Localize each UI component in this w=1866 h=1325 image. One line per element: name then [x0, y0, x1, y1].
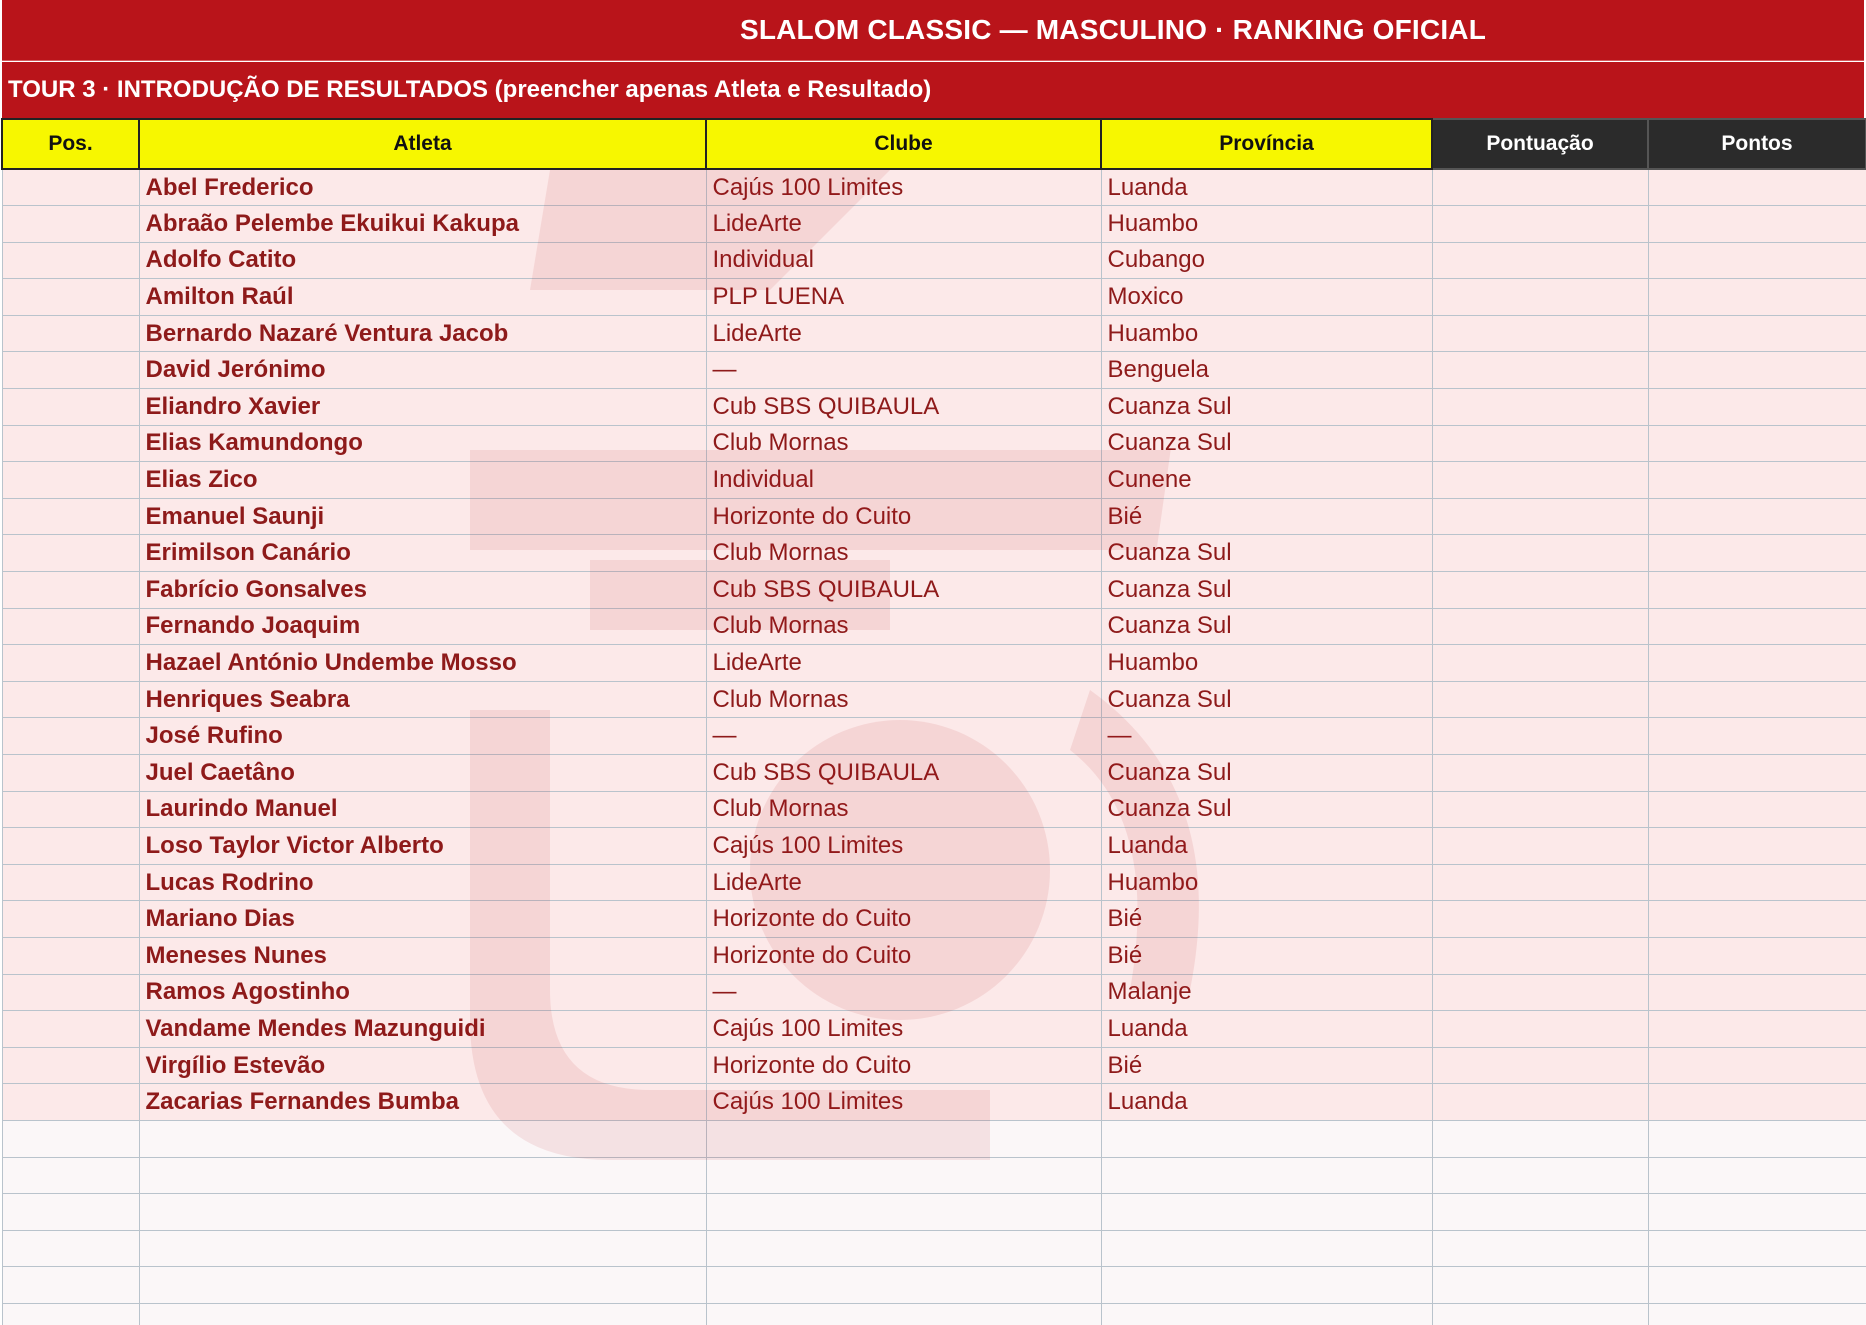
cell-pos[interactable]	[2, 937, 139, 974]
cell-club[interactable]: Horizonte do Cuito	[706, 901, 1101, 938]
cell-province[interactable]: Cuanza Sul	[1101, 425, 1432, 462]
empty-table-row[interactable]	[2, 1303, 1866, 1325]
cell-province[interactable]: Huambo	[1101, 645, 1432, 682]
cell-athlete[interactable]: Hazael António Undembe Mosso	[139, 645, 706, 682]
cell-club[interactable]: Cajús 100 Limites	[706, 169, 1101, 206]
cell-province[interactable]: Cubango	[1101, 242, 1432, 279]
cell-province[interactable]: Cuanza Sul	[1101, 535, 1432, 572]
cell-points[interactable]	[1648, 315, 1866, 352]
cell-athlete[interactable]: Erimilson Canário	[139, 535, 706, 572]
cell-score[interactable]	[1432, 1011, 1648, 1048]
cell-points[interactable]	[1648, 608, 1866, 645]
cell-club[interactable]: Cub SBS QUIBAULA	[706, 755, 1101, 792]
cell-pos[interactable]	[2, 352, 139, 389]
cell-points[interactable]	[1648, 755, 1866, 792]
cell-athlete[interactable]: Lucas Rodrino	[139, 864, 706, 901]
cell-points[interactable]	[1648, 425, 1866, 462]
table-row[interactable]	[2, 425, 1866, 462]
table-row[interactable]	[2, 645, 1866, 682]
empty-cell-club[interactable]	[706, 1120, 1101, 1157]
cell-club[interactable]: Club Mornas	[706, 425, 1101, 462]
table-row[interactable]	[2, 1084, 1866, 1121]
column-header-club[interactable]: Clube	[706, 119, 1101, 169]
cell-score[interactable]	[1432, 645, 1648, 682]
table-row[interactable]	[2, 974, 1866, 1011]
ranking-body	[2, 169, 1866, 1325]
cell-pos[interactable]	[2, 645, 139, 682]
cell-points[interactable]	[1648, 572, 1866, 609]
cell-club[interactable]: LideArte	[706, 206, 1101, 243]
cell-province[interactable]: Huambo	[1101, 206, 1432, 243]
sheet-title-text: SLALOM CLASSIC — MASCULINO · RANKING OFICIAL	[739, 14, 1487, 45]
cell-score[interactable]	[1432, 755, 1648, 792]
table-row[interactable]	[2, 389, 1866, 426]
cell-score[interactable]	[1432, 974, 1648, 1011]
cell-province[interactable]: Bié	[1101, 498, 1432, 535]
cell-pos[interactable]	[2, 974, 139, 1011]
cell-pos[interactable]	[2, 1011, 139, 1048]
table-row[interactable]	[2, 242, 1866, 279]
cell-province[interactable]: Huambo	[1101, 315, 1432, 352]
empty-cell-points[interactable]	[1648, 1120, 1866, 1157]
cell-score[interactable]	[1432, 389, 1648, 426]
cell-points[interactable]	[1648, 718, 1866, 755]
cell-points[interactable]	[1648, 498, 1866, 535]
cell-score[interactable]	[1432, 206, 1648, 243]
cell-club[interactable]: Cub SBS QUIBAULA	[706, 572, 1101, 609]
cell-athlete[interactable]: José Rufino	[139, 718, 706, 755]
table-row[interactable]	[2, 535, 1866, 572]
empty-cell-points[interactable]	[1648, 1157, 1866, 1194]
cell-province[interactable]: Cuanza Sul	[1101, 389, 1432, 426]
cell-province[interactable]: Luanda	[1101, 169, 1432, 206]
cell-athlete[interactable]: Elias Zico	[139, 462, 706, 499]
cell-score[interactable]	[1432, 352, 1648, 389]
cell-points[interactable]	[1648, 535, 1866, 572]
cell-club[interactable]: Cajús 100 Limites	[706, 828, 1101, 865]
cell-athlete[interactable]: Amilton Raúl	[139, 279, 706, 316]
cell-pos[interactable]	[2, 315, 139, 352]
table-row[interactable]	[2, 791, 1866, 828]
cell-pos[interactable]	[2, 828, 139, 865]
column-header-row	[2, 119, 1866, 169]
cell-athlete[interactable]: Abraão Pelembe Ekuikui Kakupa	[139, 206, 706, 243]
cell-club[interactable]: LideArte	[706, 645, 1101, 682]
sheet-title	[2, 0, 1864, 61]
cell-athlete[interactable]: Vandame Mendes Mazunguidi	[139, 1011, 706, 1048]
table-row[interactable]	[2, 1011, 1866, 1048]
cell-province[interactable]: Luanda	[1101, 1011, 1432, 1048]
cell-club[interactable]: PLP LUENA	[706, 279, 1101, 316]
cell-score[interactable]	[1432, 498, 1648, 535]
cell-province[interactable]: Moxico	[1101, 279, 1432, 316]
cell-score[interactable]	[1432, 462, 1648, 499]
empty-cell-points[interactable]	[1648, 1303, 1866, 1325]
cell-score[interactable]	[1432, 315, 1648, 352]
cell-points[interactable]	[1648, 1084, 1866, 1121]
cell-score[interactable]	[1432, 572, 1648, 609]
cell-athlete[interactable]: Zacarias Fernandes Bumba	[139, 1084, 706, 1121]
column-header-pos[interactable]: Pos.	[2, 119, 139, 169]
cell-score[interactable]	[1432, 1047, 1648, 1084]
column-header-athlete[interactable]: Atleta	[139, 119, 706, 169]
empty-table-row[interactable]	[2, 1194, 1866, 1231]
empty-cell-points[interactable]	[1648, 1230, 1866, 1267]
cell-points[interactable]	[1648, 864, 1866, 901]
cell-score[interactable]	[1432, 535, 1648, 572]
cell-club[interactable]: Club Mornas	[706, 608, 1101, 645]
empty-table-row[interactable]	[2, 1267, 1866, 1304]
cell-score[interactable]	[1432, 681, 1648, 718]
table-row[interactable]	[2, 864, 1866, 901]
cell-score[interactable]	[1432, 169, 1648, 206]
cell-pos[interactable]	[2, 279, 139, 316]
empty-cell-score[interactable]	[1432, 1230, 1648, 1267]
cell-athlete[interactable]: Abel Frederico	[139, 169, 706, 206]
cell-province[interactable]: Bié	[1101, 937, 1432, 974]
cell-score[interactable]	[1432, 1084, 1648, 1121]
cell-pos[interactable]	[2, 864, 139, 901]
empty-cell-score[interactable]	[1432, 1194, 1648, 1231]
empty-cell-province[interactable]	[1101, 1230, 1432, 1267]
cell-pos[interactable]	[2, 681, 139, 718]
cell-score[interactable]	[1432, 901, 1648, 938]
cell-club[interactable]: Cajús 100 Limites	[706, 1011, 1101, 1048]
table-row[interactable]	[2, 718, 1866, 755]
cell-athlete[interactable]: Mariano Dias	[139, 901, 706, 938]
cell-points[interactable]	[1648, 937, 1866, 974]
cell-score[interactable]	[1432, 828, 1648, 865]
cell-score[interactable]	[1432, 791, 1648, 828]
cell-score[interactable]	[1432, 864, 1648, 901]
empty-cell-score[interactable]	[1432, 1303, 1648, 1325]
empty-cell-athlete[interactable]	[139, 1194, 706, 1231]
cell-pos[interactable]	[2, 791, 139, 828]
empty-cell-score[interactable]	[1432, 1267, 1648, 1304]
cell-pos[interactable]	[2, 1047, 139, 1084]
cell-athlete[interactable]: Loso Taylor Victor Alberto	[139, 828, 706, 865]
cell-pos[interactable]	[2, 242, 139, 279]
cell-club[interactable]: Club Mornas	[706, 535, 1101, 572]
cell-province[interactable]: Luanda	[1101, 828, 1432, 865]
table-row[interactable]	[2, 901, 1866, 938]
cell-athlete[interactable]: Laurindo Manuel	[139, 791, 706, 828]
cell-athlete[interactable]: David Jerónimo	[139, 352, 706, 389]
empty-cell-club[interactable]	[706, 1157, 1101, 1194]
cell-club[interactable]: LideArte	[706, 864, 1101, 901]
table-row[interactable]	[2, 828, 1866, 865]
cell-athlete[interactable]: Meneses Nunes	[139, 937, 706, 974]
cell-province[interactable]: Cuanza Sul	[1101, 791, 1432, 828]
cell-points[interactable]	[1648, 901, 1866, 938]
cell-athlete[interactable]: Bernardo Nazaré Ventura Jacob	[139, 315, 706, 352]
table-row[interactable]	[2, 279, 1866, 316]
table-row[interactable]	[2, 1047, 1866, 1084]
cell-points[interactable]	[1648, 462, 1866, 499]
sheet-subtitle	[2, 62, 1864, 118]
cell-club[interactable]: Club Mornas	[706, 791, 1101, 828]
cell-club[interactable]: —	[706, 974, 1101, 1011]
cell-points[interactable]	[1648, 206, 1866, 243]
cell-score[interactable]	[1432, 425, 1648, 462]
cell-province[interactable]: Cuanza Sul	[1101, 755, 1432, 792]
cell-club[interactable]: Horizonte do Cuito	[706, 937, 1101, 974]
cell-athlete[interactable]: Fabrício Gonsalves	[139, 572, 706, 609]
cell-pos[interactable]	[2, 608, 139, 645]
empty-cell-pos[interactable]	[2, 1267, 139, 1304]
cell-score[interactable]	[1432, 279, 1648, 316]
empty-cell-athlete[interactable]	[139, 1230, 706, 1267]
cell-athlete[interactable]: Fernando Joaquim	[139, 608, 706, 645]
column-header-score[interactable]: Pontuação	[1432, 119, 1648, 169]
cell-province[interactable]: —	[1101, 718, 1432, 755]
cell-points[interactable]	[1648, 242, 1866, 279]
cell-points[interactable]	[1648, 1011, 1866, 1048]
empty-table-row[interactable]	[2, 1230, 1866, 1267]
ranking-grid	[0, 118, 1866, 1325]
cell-province[interactable]: Bié	[1101, 901, 1432, 938]
cell-province[interactable]: Huambo	[1101, 864, 1432, 901]
cell-club[interactable]: Cub SBS QUIBAULA	[706, 389, 1101, 426]
empty-cell-province[interactable]	[1101, 1194, 1432, 1231]
empty-cell-club[interactable]	[706, 1267, 1101, 1304]
empty-cell-club[interactable]	[706, 1230, 1101, 1267]
column-header-points[interactable]: Pontos	[1648, 119, 1866, 169]
empty-table-row[interactable]	[2, 1120, 1866, 1157]
empty-cell-club[interactable]	[706, 1194, 1101, 1231]
cell-pos[interactable]	[2, 535, 139, 572]
empty-cell-pos[interactable]	[2, 1120, 139, 1157]
cell-athlete[interactable]: Virgílio Estevão	[139, 1047, 706, 1084]
cell-pos[interactable]	[2, 462, 139, 499]
empty-cell-province[interactable]	[1101, 1120, 1432, 1157]
cell-points[interactable]	[1648, 681, 1866, 718]
empty-cell-athlete[interactable]	[139, 1267, 706, 1304]
empty-cell-club[interactable]	[706, 1303, 1101, 1325]
cell-pos[interactable]	[2, 718, 139, 755]
empty-cell-pos[interactable]	[2, 1157, 139, 1194]
cell-score[interactable]	[1432, 608, 1648, 645]
cell-points[interactable]	[1648, 974, 1866, 1011]
empty-cell-score[interactable]	[1432, 1120, 1648, 1157]
cell-athlete[interactable]: Ramos Agostinho	[139, 974, 706, 1011]
sheet-subtitle-text: TOUR 3 · INTRODUÇÃO DE RESULTADOS (preencher apenas Atleta e Resultado)	[8, 76, 932, 103]
empty-cell-score[interactable]	[1432, 1157, 1648, 1194]
cell-province[interactable]: Malanje	[1101, 974, 1432, 1011]
table-row[interactable]	[2, 608, 1866, 645]
empty-cell-points[interactable]	[1648, 1194, 1866, 1231]
cell-club[interactable]: Individual	[706, 242, 1101, 279]
cell-province[interactable]: Cuanza Sul	[1101, 681, 1432, 718]
cell-pos[interactable]	[2, 206, 139, 243]
table-row[interactable]	[2, 755, 1866, 792]
cell-pos[interactable]	[2, 901, 139, 938]
empty-cell-athlete[interactable]	[139, 1157, 706, 1194]
cell-score[interactable]	[1432, 718, 1648, 755]
cell-pos[interactable]	[2, 572, 139, 609]
cell-score[interactable]	[1432, 242, 1648, 279]
empty-cell-province[interactable]	[1101, 1157, 1432, 1194]
table-row[interactable]	[2, 315, 1866, 352]
cell-athlete[interactable]: Henriques Seabra	[139, 681, 706, 718]
cell-club[interactable]: Individual	[706, 462, 1101, 499]
cell-club[interactable]: Cajús 100 Limites	[706, 1084, 1101, 1121]
cell-pos[interactable]	[2, 425, 139, 462]
table-row[interactable]	[2, 352, 1866, 389]
cell-athlete[interactable]: Emanuel Saunji	[139, 498, 706, 535]
cell-pos[interactable]	[2, 1084, 139, 1121]
cell-club[interactable]: Horizonte do Cuito	[706, 1047, 1101, 1084]
cell-points[interactable]	[1648, 828, 1866, 865]
cell-province[interactable]: Cuanza Sul	[1101, 572, 1432, 609]
cell-club[interactable]: —	[706, 352, 1101, 389]
table-row[interactable]	[2, 169, 1866, 206]
cell-province[interactable]: Cuanza Sul	[1101, 608, 1432, 645]
cell-club[interactable]: Horizonte do Cuito	[706, 498, 1101, 535]
cell-athlete[interactable]: Juel Caetâno	[139, 755, 706, 792]
cell-province[interactable]: Cunene	[1101, 462, 1432, 499]
cell-athlete[interactable]: Eliandro Xavier	[139, 389, 706, 426]
ranking-table	[1, 118, 1866, 1325]
cell-pos[interactable]	[2, 498, 139, 535]
cell-points[interactable]	[1648, 389, 1866, 426]
table-row[interactable]	[2, 572, 1866, 609]
cell-province[interactable]: Luanda	[1101, 1084, 1432, 1121]
cell-province[interactable]: Benguela	[1101, 352, 1432, 389]
table-row[interactable]	[2, 462, 1866, 499]
empty-cell-pos[interactable]	[2, 1303, 139, 1325]
cell-club[interactable]: Club Mornas	[706, 681, 1101, 718]
empty-cell-pos[interactable]	[2, 1230, 139, 1267]
empty-cell-points[interactable]	[1648, 1267, 1866, 1304]
cell-club[interactable]: LideArte	[706, 315, 1101, 352]
cell-points[interactable]	[1648, 279, 1866, 316]
cell-athlete[interactable]: Elias Kamundongo	[139, 425, 706, 462]
cell-points[interactable]	[1648, 1047, 1866, 1084]
cell-club[interactable]: —	[706, 718, 1101, 755]
empty-cell-athlete[interactable]	[139, 1120, 706, 1157]
cell-points[interactable]	[1648, 352, 1866, 389]
cell-pos[interactable]	[2, 169, 139, 206]
empty-table-row[interactable]	[2, 1157, 1866, 1194]
cell-points[interactable]	[1648, 791, 1866, 828]
column-header-province[interactable]: Província	[1101, 119, 1432, 169]
table-row[interactable]	[2, 206, 1866, 243]
cell-athlete[interactable]: Adolfo Catito	[139, 242, 706, 279]
empty-cell-athlete[interactable]	[139, 1303, 706, 1325]
table-row[interactable]	[2, 937, 1866, 974]
cell-points[interactable]	[1648, 645, 1866, 682]
empty-cell-province[interactable]	[1101, 1267, 1432, 1304]
cell-province[interactable]: Bié	[1101, 1047, 1432, 1084]
cell-pos[interactable]	[2, 755, 139, 792]
empty-cell-province[interactable]	[1101, 1303, 1432, 1325]
cell-pos[interactable]	[2, 389, 139, 426]
table-row[interactable]	[2, 681, 1866, 718]
cell-score[interactable]	[1432, 937, 1648, 974]
empty-cell-pos[interactable]	[2, 1194, 139, 1231]
table-row[interactable]	[2, 498, 1866, 535]
cell-points[interactable]	[1648, 169, 1866, 206]
